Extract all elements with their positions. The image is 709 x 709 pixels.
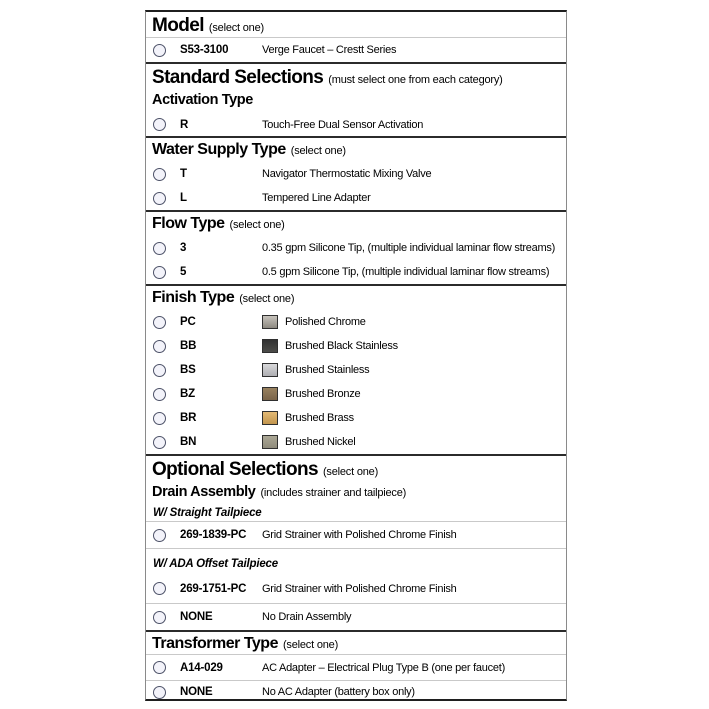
water-supply-header (146, 138, 566, 162)
flow-type-title: Flow Type (152, 215, 225, 232)
drain-assembly-header (146, 482, 566, 504)
option-code: 3 (180, 242, 187, 254)
row-l (146, 186, 566, 210)
model-title: Model (152, 15, 204, 36)
standard-selections-header (146, 64, 566, 90)
optional-selections-header (146, 456, 566, 482)
row-s53-3100 (146, 37, 566, 62)
finish-label: Brushed Stainless (285, 364, 370, 376)
option-desc: 0.5 gpm Silicone Tip, (multiple individual laminar flow streams) (262, 266, 550, 278)
radio-5[interactable] (153, 266, 166, 279)
radio-br[interactable] (153, 412, 166, 425)
drain-assembly-note: (includes strainer and tailpiece) (260, 487, 407, 499)
transformer-type-note: (select one) (282, 639, 339, 651)
option-code: R (180, 118, 189, 131)
section-standard-selections (146, 62, 566, 136)
radio-s53-3100[interactable] (153, 44, 166, 57)
row-bz (146, 382, 566, 406)
radio-bn[interactable] (153, 436, 166, 449)
optional-selections-note: (select one) (322, 466, 379, 478)
row-none-transformer (146, 680, 566, 701)
option-code: BN (180, 436, 197, 448)
finish-type-title: Finish Type (152, 289, 235, 306)
row-bs (146, 358, 566, 382)
option-code: 269-1751-PC (180, 582, 247, 595)
radio-l[interactable] (153, 192, 166, 205)
finish-label: Brushed Nickel (285, 436, 356, 448)
option-code: S53-3100 (180, 44, 229, 56)
row-a14-029 (146, 655, 566, 680)
radio-269-1839-pc[interactable] (153, 529, 166, 542)
option-desc (262, 411, 354, 425)
row-3 (146, 236, 566, 260)
option-desc: Tempered Line Adapter (262, 192, 371, 204)
row-r (146, 113, 566, 136)
row-pc (146, 310, 566, 334)
row-269-1839-pc (146, 521, 566, 548)
swatch-brushed-stainless (262, 363, 278, 377)
option-desc: Grid Strainer with Polished Chrome Finish (262, 529, 457, 541)
swatch-brushed-black-stainless (262, 339, 278, 353)
option-code: 269-1839-PC (180, 529, 247, 541)
radio-269-1751-pc[interactable] (153, 582, 166, 595)
option-desc: AC Adapter – Electrical Plug Type B (one per faucet) (262, 661, 505, 674)
finish-label: Polished Chrome (285, 316, 366, 328)
section-water-supply-type (146, 136, 566, 210)
model-note: (select one) (208, 22, 264, 34)
swatch-brushed-bronze (262, 387, 278, 401)
radio-pc[interactable] (153, 316, 166, 329)
model-header (146, 12, 566, 37)
activation-type-title: Activation Type (152, 92, 253, 108)
row-269-1751-pc (146, 574, 566, 603)
option-desc (262, 315, 366, 329)
swatch-brushed-brass (262, 411, 278, 425)
section-optional-selections (146, 454, 566, 630)
section-model (146, 12, 566, 62)
optional-selections-title: Optional Selections (152, 459, 318, 480)
transformer-type-title: Transformer Type (152, 635, 278, 652)
straight-tailpiece-label: W/ Straight Tailpiece (153, 507, 262, 519)
option-code: PC (180, 316, 196, 328)
finish-type-note: (select one) (239, 293, 295, 305)
radio-none-drain[interactable] (153, 611, 166, 624)
row-5 (146, 260, 566, 284)
radio-t[interactable] (153, 168, 166, 181)
flow-type-header (146, 212, 566, 236)
option-code: T (180, 168, 187, 180)
radio-bb[interactable] (153, 340, 166, 353)
standard-selections-title: Standard Selections (152, 67, 324, 88)
option-desc: No Drain Assembly (262, 611, 352, 623)
option-desc: Navigator Thermostatic Mixing Valve (262, 168, 432, 180)
option-code: BB (180, 340, 197, 352)
option-code: BZ (180, 388, 195, 400)
finish-type-header (146, 286, 566, 310)
section-flow-type (146, 210, 566, 284)
transformer-type-header (146, 632, 566, 655)
water-supply-note: (select one) (290, 145, 346, 157)
swatch-brushed-nickel (262, 435, 278, 449)
radio-bs[interactable] (153, 364, 166, 377)
radio-3[interactable] (153, 242, 166, 255)
drain-assembly-title: Drain Assembly (152, 484, 256, 500)
option-code: BS (180, 364, 196, 376)
option-code: A14-029 (180, 661, 223, 674)
option-desc: 0.35 gpm Silicone Tip, (multiple individual laminar flow streams) (262, 242, 556, 254)
option-desc (262, 387, 360, 401)
radio-none-transformer[interactable] (153, 686, 166, 699)
option-desc: No AC Adapter (battery box only) (262, 686, 415, 698)
finish-label: Brushed Bronze (285, 388, 361, 400)
option-desc: Touch-Free Dual Sensor Activation (262, 118, 424, 131)
section-finish-type (146, 284, 566, 454)
row-br (146, 406, 566, 430)
option-code: NONE (180, 686, 213, 698)
flow-type-note: (select one) (229, 219, 285, 231)
option-desc: Verge Faucet – Crestt Series (262, 44, 397, 56)
row-bb (146, 334, 566, 358)
row-t (146, 162, 566, 186)
water-supply-title: Water Supply Type (152, 141, 286, 158)
row-bn (146, 430, 566, 454)
finish-label: Brushed Black Stainless (285, 340, 398, 352)
finish-label: Brushed Brass (285, 412, 354, 424)
option-code: 5 (180, 266, 187, 278)
option-desc (262, 435, 355, 449)
radio-r[interactable] (153, 118, 166, 131)
activation-type-header (146, 90, 566, 113)
option-desc: Grid Strainer with Polished Chrome Finish (262, 582, 457, 595)
radio-bz[interactable] (153, 388, 166, 401)
ada-offset-tailpiece-label: W/ ADA Offset Tailpiece (146, 548, 566, 574)
option-code: NONE (180, 611, 213, 623)
option-desc (262, 339, 398, 353)
option-code: BR (180, 412, 197, 424)
option-code: L (180, 192, 187, 204)
standard-selections-note: (must select one from each category) (328, 74, 503, 86)
swatch-polished-chrome (262, 315, 278, 329)
row-none-drain (146, 603, 566, 630)
section-transformer-type (146, 630, 566, 701)
option-desc (262, 363, 369, 377)
spec-sheet (145, 10, 567, 701)
radio-a14-029[interactable] (153, 661, 166, 674)
